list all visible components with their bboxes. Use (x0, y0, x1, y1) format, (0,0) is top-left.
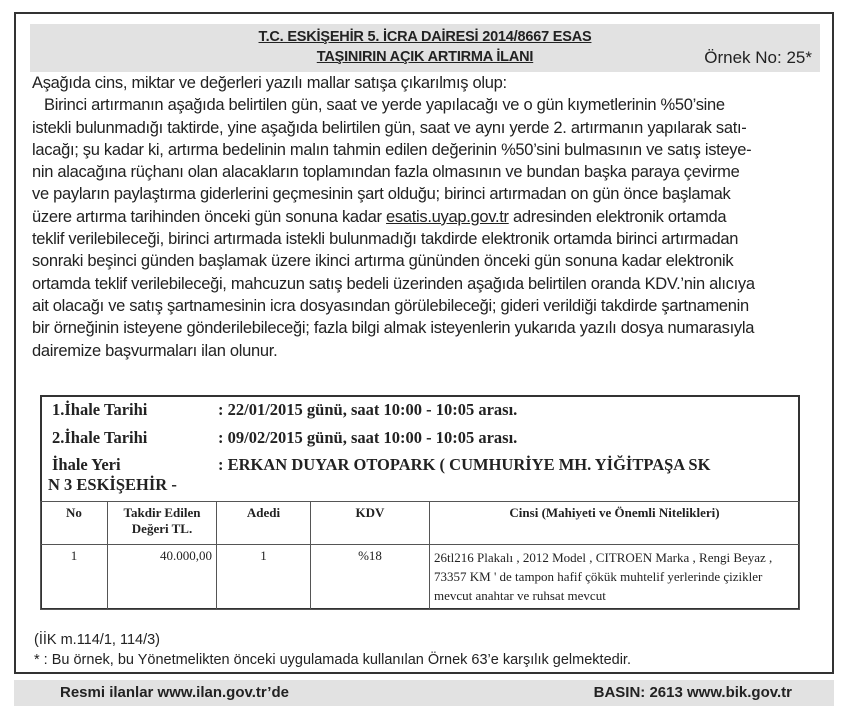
body-line: sonraki beşinci günden başlamak üzere ikinci artırma gününden önceki gün sonuna kadar elektronik (32, 252, 734, 271)
body-line: dairemize başvurmaları ilan olunur. (32, 341, 278, 360)
notice-body (32, 72, 822, 362)
col-no: No (41, 502, 108, 545)
auction-details-box (40, 395, 800, 610)
footer-right: BASIN: 2613 www.bik.gov.tr (593, 684, 792, 701)
text: üzere artırma tarihinden önceki gün sonuna kadar (32, 207, 387, 226)
footer-band (14, 680, 834, 706)
body-line: lacağı; şu kadar ki, artırma bedelinin malın tahmin edilen değerinin %50’sini bulmasının ve satış isteye- (32, 140, 752, 159)
body-line (32, 206, 822, 228)
law-reference: (İİK m.114/1, 114/3) (34, 632, 160, 648)
notice-subtitle: TAŞINIRIN AÇIK ARTIRMA İLANI (316, 49, 534, 65)
second-auction-date (52, 428, 517, 448)
cell-count: 1 (217, 545, 311, 610)
items-table (40, 501, 800, 610)
body-line: ortamda teklif verilebileceği, mahcuzun satış bedeli üzerinden aşağıda belirtilen oranda KDV.’nin alıcıya (32, 274, 755, 293)
footer-left: Resmi ilanlar www.ilan.gov.tr’de (60, 684, 289, 701)
col-kdv: KDV (311, 502, 430, 545)
body-line: Birinci artırmanın aşağıda belirtilen gün, saat ve yerde yapılacağı ve o gün kıymetlerinin %50’sine (44, 96, 725, 115)
cell-no: 1 (41, 545, 108, 610)
auction-place-cont: N 3 ESKİŞEHİR - (48, 475, 177, 494)
footnote: * : Bu örnek, bu Yönetmelikten önceki uygulamada kullanılan Örnek 63’e karşılık gelmektedir. (34, 652, 631, 668)
label: 2.İhale Tarihi (52, 428, 148, 447)
value: : 22/01/2015 günü, saat 10:00 - 10:05 arası. (218, 400, 518, 419)
notice-header (30, 24, 820, 72)
cell-description: 26tl216 Plakalı , 2012 Model , CITROEN Marka , Rengi Beyaz , 73357 KM ' de tampon hafif çökük muhtelif yerlerinde çizikler mevcut anahtar ve ruhsat mevcut (430, 545, 800, 610)
table-header-row (41, 502, 800, 545)
body-line: ait olacağı ve satış şartnamesinin icra dosyasından görülebileceği; gideri verildiği takdirde şartnamenin (32, 296, 749, 315)
body-line: istekli bulunmadığı taktirde, yine aşağıda belirtilen gün, saat ve aynı yerde 2. artırmanın yapılarak satı- (32, 118, 747, 137)
col-count: Adedi (217, 502, 311, 545)
notes (34, 630, 631, 670)
body-line: bir örneğinin isteyene gönderilebileceği; fazla bilgi almak isteyenlerin yukarıda yazılı dosya numarasıyla (32, 319, 755, 338)
notice-title: T.C. ESKİŞEHİR 5. İCRA DAİRESİ 2014/8667 ESAS (258, 29, 592, 45)
table-row (41, 545, 800, 610)
sample-number: Örnek No: 25* (704, 48, 812, 67)
body-line: nin alacağına rüçhanı olan alacakların toplamından fazla olmasının ve bundan başka paraya çevirme (32, 163, 740, 182)
intro-line: Aşağıda cins, miktar ve değerleri yazılı mallar satışa çıkarılmış olup: (32, 74, 507, 92)
auction-place (52, 455, 710, 475)
text: adresinden elektronik ortamda (508, 207, 727, 226)
col-value: Takdir Edilen Değeri TL. (108, 502, 217, 545)
esatis-link[interactable]: esatis.uyap.gov.tr (386, 207, 509, 226)
cell-kdv: %18 (311, 545, 430, 610)
body-line: teklif verilebileceği, birinci artırmada istekli bulunmadığı takdirde elektronik ortamda birinci artırmadan (32, 230, 739, 249)
cell-value: 40.000,00 (108, 545, 217, 610)
label: 1.İhale Tarihi (52, 400, 148, 419)
value: : 09/02/2015 günü, saat 10:00 - 10:05 arası. (218, 428, 518, 447)
label: İhale Yeri (52, 455, 121, 474)
col-description: Cinsi (Mahiyeti ve Önemli Nitelikleri) (430, 502, 800, 545)
first-auction-date (52, 400, 517, 420)
body-line: ve payların paylaştırma giderlerini geçmesinin şart olduğu; birinci artırmadan on gün önce başlamak (32, 185, 731, 204)
value: : ERKAN DUYAR OTOPARK ( CUMHURİYE MH. YİĞİTPAŞA SK (218, 455, 711, 474)
